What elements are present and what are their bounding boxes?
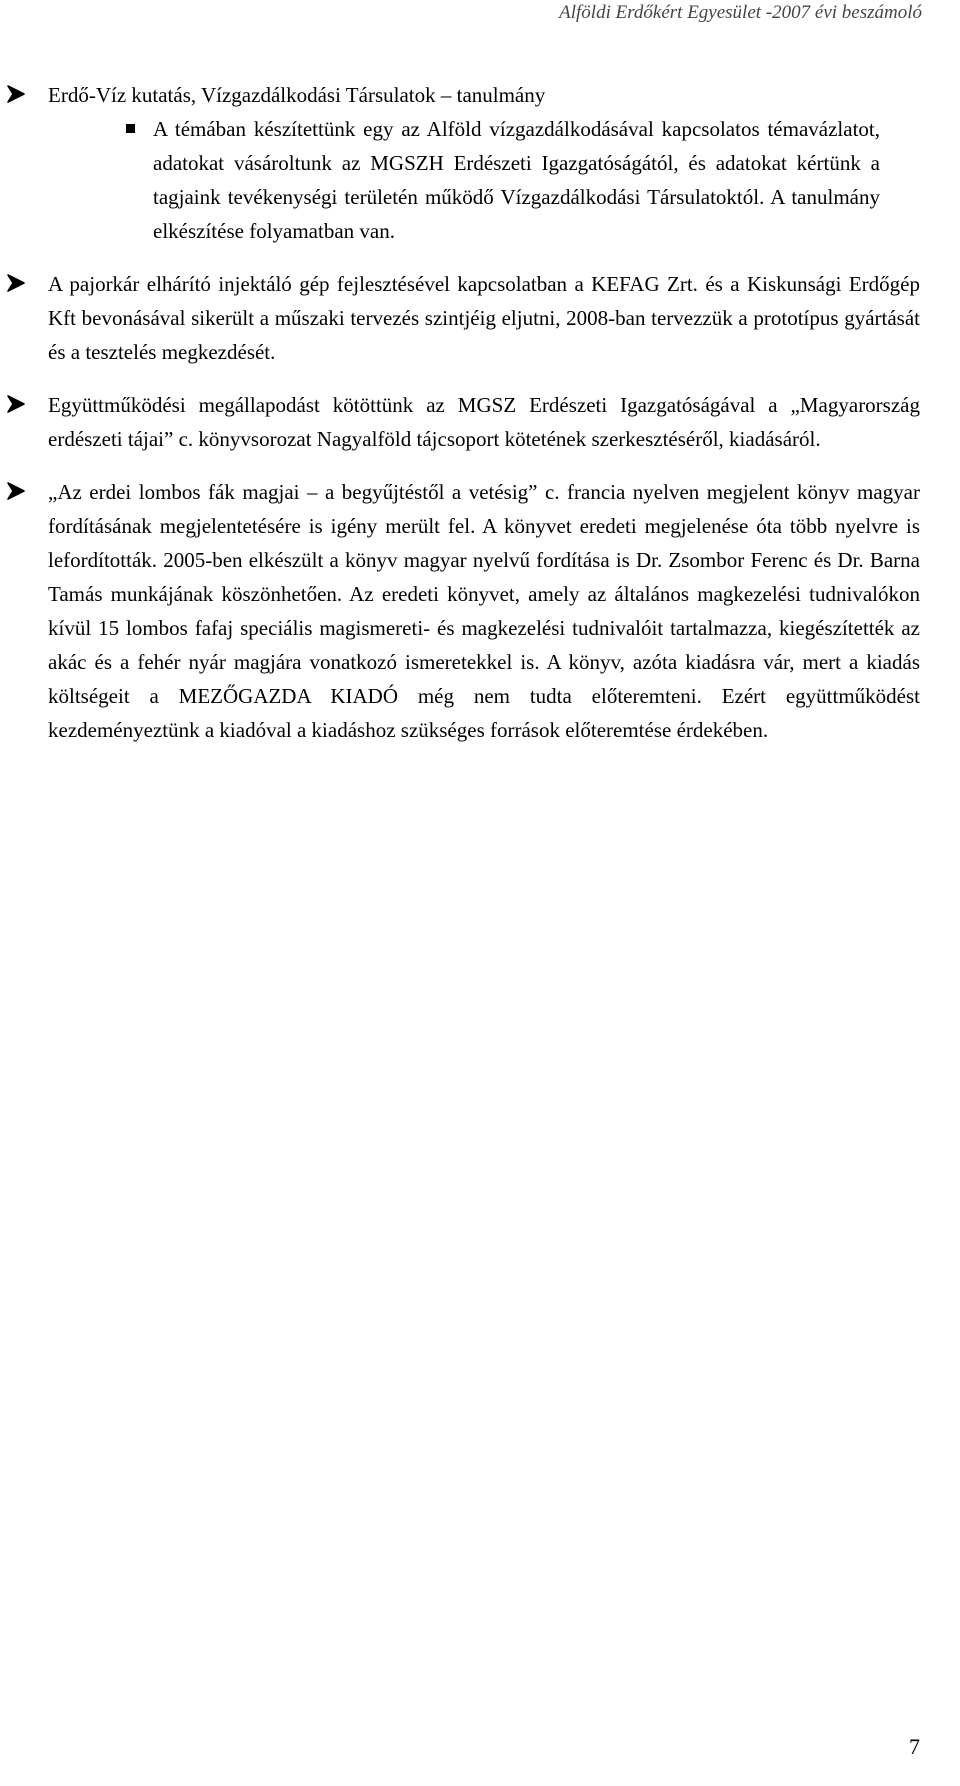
bullet-item-seed-book: [0, 475, 960, 747]
page-number: 7: [909, 1734, 920, 1759]
sub-item-text: A témában készítettünk egy az Alföld vízgazdálkodásával kapcsolatos témavázlatot, adatokat vásároltunk az MGSZH Erdészeti Igazgatóságától, és adatokat kértünk a tagjaink tevékenységi területén működő Vízgazdálkodási Társulatoktól. A tanulmány elkészítése folyamatban van.: [153, 117, 880, 243]
bullet-title: Erdő-Víz kutatás, Vízgazdálkodási Társulatok – tanulmány: [48, 83, 546, 107]
page-header: Alföldi Erdőkért Egyesület -2007 évi beszámoló: [559, 2, 922, 23]
arrow-bullet-icon: [4, 388, 32, 422]
bullet-item-water-research: [0, 78, 960, 248]
bullet-text: „Az erdei lombos fák magjai – a begyűjtéstől a vetésig” c. francia nyelven megjelent könyv magyar fordításának megjelentetésére is igény merült fel. A könyvet eredeti megjelenése óta több nyelvre is lefordították. 2005-ben elkészült a könyv magyar nyelvű fordítása is Dr. Zsombor Ferenc és Dr. Barna Tamás munkájának köszönhetően. Az eredeti könyvet, amely az általános magkezelési tudnivalókon kívül 15 lombos fafaj speciális magismereti- és magkezelési tudnivalóit tartalmazza, kiegészítették az akác és a fehér nyár magjára vonatkozó ismeretekkel is. A könyv, azóta kiadásra vár, mert a kiadás költségeit a MEZŐGAZDA KIADÓ még nem tudta előteremteni. Ezért együttműködést kezdeményeztünk a kiadóval a kiadáshoz szükséges források előteremtése érdekében.: [48, 480, 920, 742]
bullet-item-cooperation-agreement: [0, 388, 960, 456]
arrow-bullet-icon: [4, 267, 32, 301]
sub-item: [0, 112, 920, 248]
bullet-text: A pajorkár elhárító injektáló gép fejlesztésével kapcsolatban a KEFAG Zrt. és a Kiskunsági Erdőgép Kft bevonásával sikerült a műszaki tervezés szintjéig eljutni, 2008-ban tervezzük a prototípus gyártását és a tesztelés megkezdését.: [48, 272, 920, 364]
document-body: [0, 78, 960, 747]
bullet-item-injector-machine: [0, 267, 960, 369]
square-bullet-icon: [126, 124, 135, 133]
arrow-bullet-icon: [4, 475, 32, 509]
bullet-text: Együttműködési megállapodást kötöttünk az MGSZ Erdészeti Igazgatóságával a „Magyarország erdészeti tájai” c. könyvsorozat Nagyalföld tájcsoport kötetének szerkesztéséről, kiadásáról.: [48, 393, 920, 451]
arrow-bullet-icon: [4, 78, 32, 112]
